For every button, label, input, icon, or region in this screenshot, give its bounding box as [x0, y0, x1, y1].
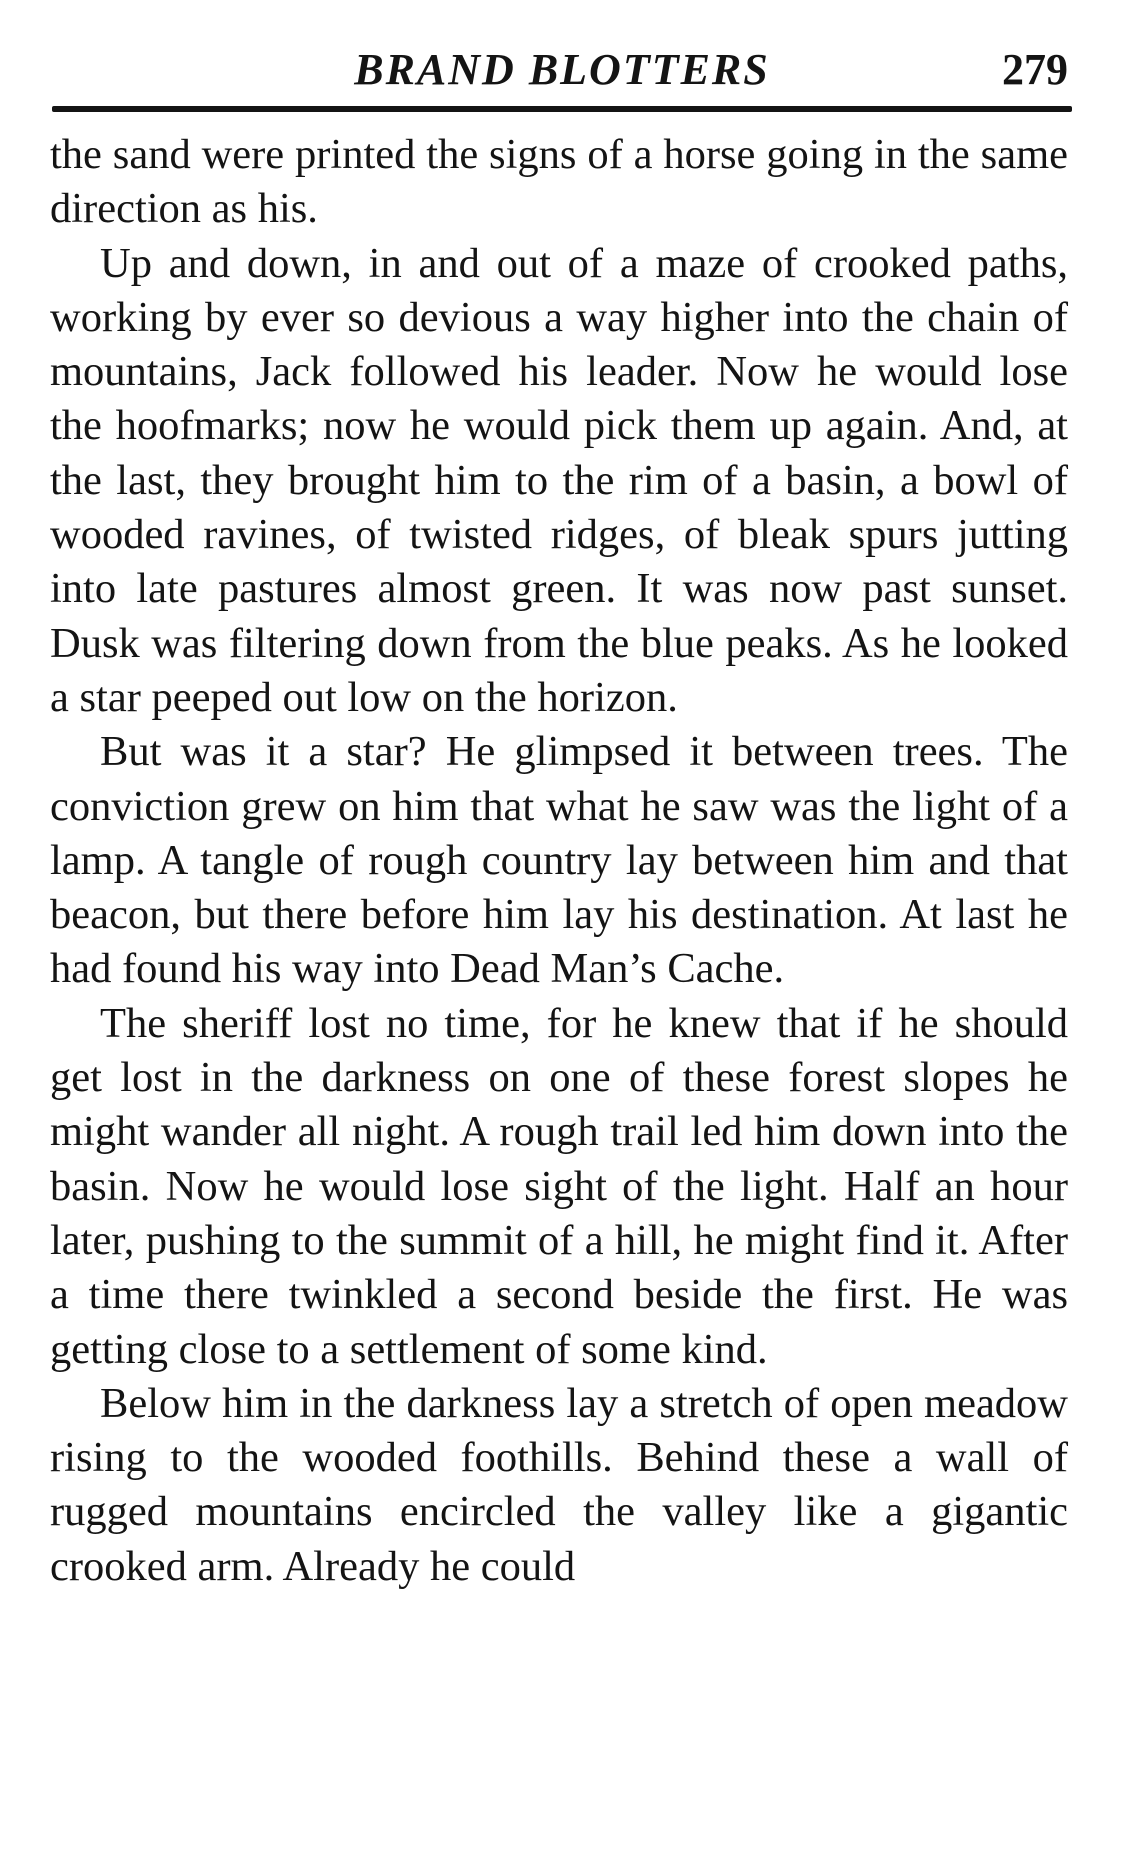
paragraph-3: But was it a star? He glimpsed it between trees. The conviction grew on him that what he saw was the light of a lamp. A tangle of rough country lay between him and that beacon, but there before him lay his destination. At last he had found his way into Dead Man’s Cache.: [50, 728, 1068, 993]
page-header: [52, 44, 1072, 104]
paragraph-4: The sheriff lost no time, for he knew that if he should get lost in the darkness on one of these forest slopes he might wander all night. A rough trail led him down into the basin. Now he would lose sight of the light. Half an hour later, pushing to the summit of a hill, he might find it. After a time there twinkled a second beside the first. He was getting close to a settlement of some kind.: [50, 999, 1068, 1373]
running-head: BRAND BLOTTERS: [354, 45, 770, 94]
paragraph-5: Below him in the darkness lay a stretch of open meadow rising to the wooded foothills. Behind these a wall of rugged mountains encircled the valley like a gigantic crooked arm. Already he could: [50, 1379, 1068, 1590]
page-number: 279: [1002, 45, 1068, 94]
header-rule: [52, 106, 1072, 112]
paragraph-1: the sand were printed the signs of a horse going in the same direction as his.: [50, 131, 1068, 233]
body-text: [50, 128, 1068, 1594]
paragraph-2: Up and down, in and out of a maze of crooked paths, working by ever so devious a way higher into the chain of mountains, Jack followed his leader. Now he would lose the hoofmarks; now he would pick them up again. And, at the last, they brought him to the rim of a basin, a bowl of wooded ravines, of twisted ridges, of bleak spurs jutting into late pastures almost green. It was now past sunset. Dusk was filtering down from the blue peaks. As he looked a star peeped out low on the horizon.: [50, 239, 1068, 721]
